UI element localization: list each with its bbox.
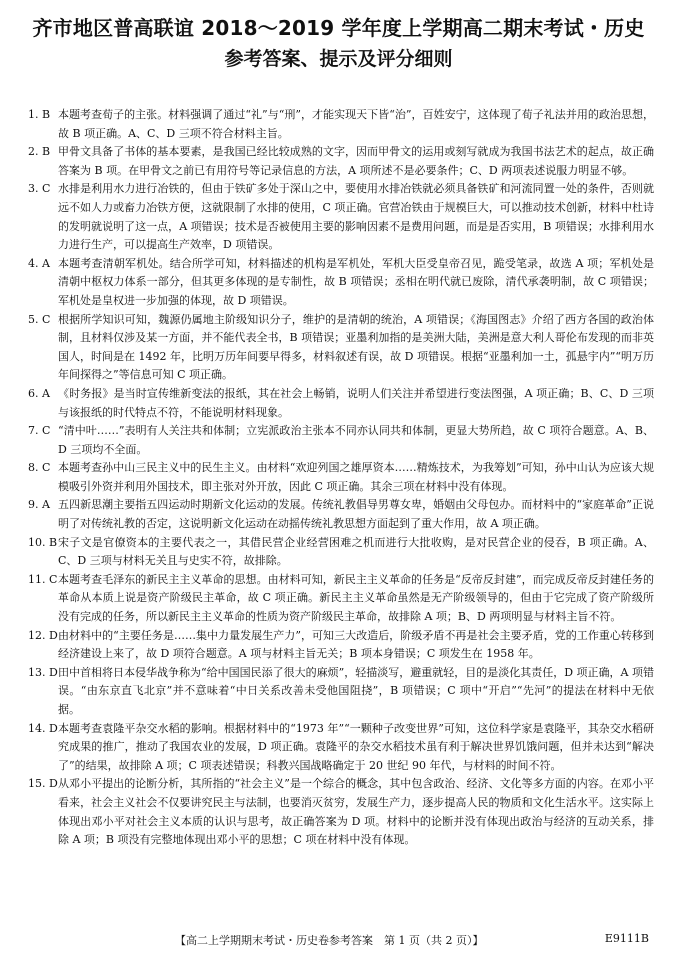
answer-item <box>28 534 654 571</box>
answer-number: 15. D <box>28 777 58 791</box>
page-footer <box>0 932 677 952</box>
answer-explanation: 本题考查孙中山三民主义中的民生主义。由材料“欢迎列国之雄厚资本……精炼技术，为我筹划”可知，孙中山认为应该大规模吸引外资并利用外国技术，即主张对外开放，因此 C 项正确。其余三项在材料中没有体现。 <box>58 461 654 493</box>
answer-number: 3. C <box>28 182 51 196</box>
answer-number: 12. D <box>28 628 58 642</box>
answer-item <box>28 775 654 849</box>
answer-explanation: 《时务报》是当时宣传维新变法的报纸，其在社会上畅销，说明人们关注并希望进行变法图强，A 项正确；B、C、D 三项与该报纸的时代特点不符，不能说明材料现象。 <box>58 386 654 419</box>
answer-item <box>28 664 654 720</box>
answer-explanation: 本题考查毛泽东的新民主主义革命的思想。由材料可知，新民主主义革命的任务是“反帝反封建”，而完成反帝反封建任务的革命从本质上说是资产阶级民主革命，故 C 项正确。新民主主义革命虽然是无产阶级领导的，但由于它完成了资产阶级所没有完成的任务，所以新民主主义革命的性质为资产阶级民主革命，故排除 A 项；B、D 两项明显与材料主旨不符。 <box>58 572 654 624</box>
answer-number: 2. B <box>28 145 51 159</box>
answer-number: 8. C <box>28 461 51 475</box>
answer-number: 10. B <box>28 535 58 549</box>
answer-number: 11. C <box>28 572 58 586</box>
answer-item <box>28 627 654 664</box>
answer-item <box>28 385 654 422</box>
answer-explanation: “清中叶……”表明有人关注共和体制；立宪派政治主张本不同亦认同共和体制，更显大势所趋，故 C 项符合题意。A、B、D 三项均不全面。 <box>58 424 654 456</box>
answer-number: 9. A <box>28 498 50 512</box>
answer-number: 4. A <box>28 256 50 270</box>
answer-item <box>28 720 654 776</box>
answer-item <box>28 143 654 180</box>
answer-item <box>28 255 654 311</box>
answer-number: 13. D <box>28 665 58 679</box>
answer-explanation: 五四新思潮主要指五四运动时期新文化运动的发展。传统礼教倡导男尊女卑，婚姻由父母包办。而材料中的“家庭革命”正说明了对传统礼教的否定，这说明新文化运动在动摇传统礼教思想方面起到了重大作用，故 A 项正确。 <box>58 498 654 531</box>
answer-list <box>28 106 654 850</box>
answer-item <box>28 180 654 254</box>
answer-explanation: 本题考查袁隆平杂交水稻的影响。根据材料中的“1973 年”“一颗种子改变世界”可知，这位科学家是袁隆平，其杂交水稻研究成果的推广，推动了我国农业的发展，D 项正确。袁隆平的杂交水稻技术虽有利于解决世界饥饿问题，但并未达到“解决了”的结果，故排除 A 项；C 项表述错误；科教兴国战略确定于 20 世纪 90 年代，与材料的时间不符。 <box>58 721 654 772</box>
answer-number: 14. D <box>28 721 58 735</box>
answer-explanation: 水排是利用水力进行冶铁的，但由于铁矿多处于深山之中，要使用水排冶铁就必须具备铁矿和河流同置一处的条件，否则就远不如人力或畜力冶铁方便，这就限制了水排的使用，C 项正确。官营冶铁由于规模巨大，可以推动技术创新，材料中杜诗的发明就说明了这一点，A 项错误；技术是否被使用主要的影响因素不是费用问题，而是是否实用，B 项错误；水排利用水力进行生产，可以提高生产效率，D 项错误。 <box>58 182 654 252</box>
answer-explanation: 本题考查荀子的主张。材料强调了通过“礼”与“刑”，才能实现天下皆“治”，百姓安宁，这体现了荀子礼法并用的政治思想，故 B 项正确。A、C、D 三项不符合材料主旨。 <box>58 108 654 140</box>
answer-explanation: 甲骨文具备了书体的基本要素，是我国已经比较成熟的文字，因而甲骨文的运用或刻写就成为我国书法艺术的起点，故正确答案为 B 项。在甲骨文之前已有用符号等记录信息的方法，A 项所述不是必要条件；C、D 两项表述说服力明显不够。 <box>58 145 654 177</box>
answer-explanation: 田中首相将日本侵华战争称为“给中国国民添了很大的麻烦”，轻描淡写，避重就轻，目的是淡化其责任，D 项正确，A 项错误。“由东京直飞北京”并不意味着“中日关系改善未受他国阻挠”，B 项错误；C 项中“开启”“先河”的提法在材料中无依据。 <box>58 665 654 716</box>
answer-item <box>28 571 654 627</box>
answer-item <box>28 496 654 533</box>
answer-number: 7. C <box>28 424 51 438</box>
answer-explanation: 根据所学知识可知，魏源仍属地主阶级知识分子，维护的是清朝的统治，A 项错误；《海国图志》介绍了西方各国的政治体制，且材料仅涉及某一方面，并不能代表全书，B 项错误；亚墨利加指的是美洲大陆，美洲是意大利人哥伦布发现的而非英国人，时间是在 1492 年，比明万历年间要早得多，材料叙述有误，故 D 项错误。根据“亚墨利加一土，孤悬宇内”“明万历年间探得之”等信息可知 C 项正确。 <box>58 312 654 382</box>
answer-item <box>28 311 654 385</box>
answer-explanation: 由材料中的“主要任务是……集中力量发展生产力”，可知三大改造后，阶级矛盾不再是社会主要矛盾，党的工作重心转移到经济建设上来了，故 D 项符合题意。A 项与材料主旨无关；B 项本身错误；C 项发生在 1958 年。 <box>58 628 654 661</box>
answer-explanation: 从邓小平提出的论断分析，其所指的“社会主义”是一个综合的概念，其中包含政治、经济、文化等多方面的内容。在邓小平看来，社会主义社会不仅要讲究民主与法制，也要消灭贫穷，发展生产力，逐步提高人民的物质和文化生活水平。这实际上体现出邓小平对社会主义本质的认识与思考，故正确答案为 D 项。材料中的论断并没有体现出政治与经济的互动关系，排除 A 项；B 项没有完整地体现出邓小平的思想；C 项在材料中没有体现。 <box>58 777 654 847</box>
answer-explanation: 宋子文是官僚资本的主要代表之一，其借民营企业经营困难之机而进行大批收购，是对民营企业的侵吞，B 项正确。A、C、D 三项与材料无关且与史实不符，故排除。 <box>58 535 654 568</box>
answer-item <box>28 422 654 459</box>
answer-explanation: 本题考查清朝军机处。结合所学可知，材料描述的机构是军机处，军机大臣受皇帝召见，跪受笔录，故选 A 项；军机处是清朝中枢权力体系一部分，但其更多体现的是专制性，故 B 项错误；丞相在明代就已废除，清代承袭明制，故 C 项错误；军机处是皇权进一步加强的体现，故 D 项错误。 <box>58 256 654 307</box>
footer-page-info: 【高二上学期期末考试・历史卷参考答案 第 1 页（共 2 页）】 <box>175 934 484 947</box>
answer-item <box>28 106 654 143</box>
answer-number: 1. B <box>28 108 51 121</box>
answer-item <box>28 459 654 496</box>
page-title: 齐市地区普高联谊 2018～2019 学年度上学期高二期末考试・历史 <box>32 16 645 40</box>
footer-code: E9111B <box>604 932 649 945</box>
page-subtitle: 参考答案、提示及评分细则 <box>224 48 453 70</box>
answer-number: 5. C <box>28 312 51 326</box>
answer-number: 6. A <box>28 386 50 400</box>
